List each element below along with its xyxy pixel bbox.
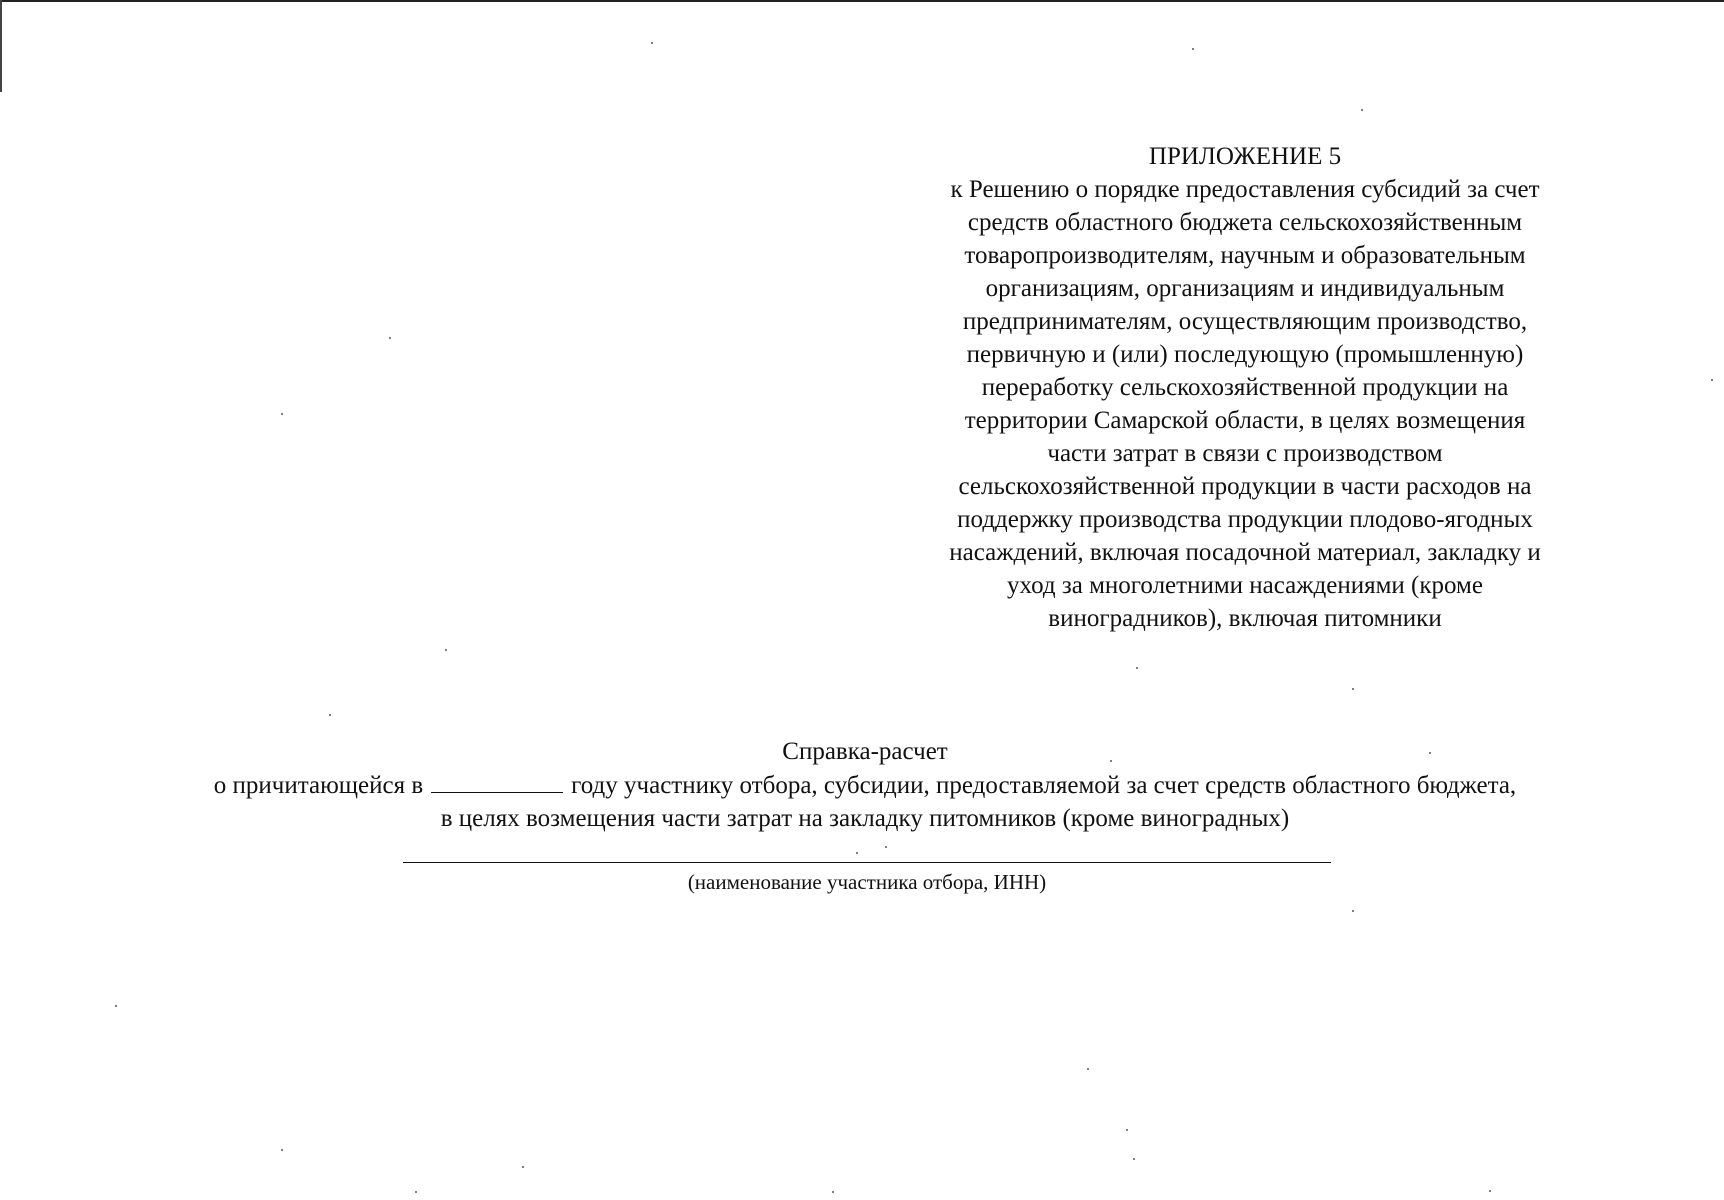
appendix-line: территории Самарской области, в целях возмещения [964,407,1526,434]
scan-speck [445,649,447,651]
certificate-block [110,735,1620,835]
scan-speck [1192,48,1194,50]
scan-top-edge [0,0,1724,2]
scan-speck [389,337,391,339]
scan-speck [1711,379,1713,381]
appendix-line: уход за многолетними насаждениями (кроме [1007,572,1483,599]
scan-speck [415,1191,417,1193]
certificate-purpose-line: в целях возмещения части затрат на закладку питомников (кроме виноградных) [440,805,1290,832]
appendix-title: ПРИЛОЖЕНИЕ 5 [1148,143,1342,170]
appendix-line: средств областного бюджета сельскохозяйственным [967,209,1523,236]
appendix-line: к Решению о порядке предоставления субсидий за счет [950,176,1540,203]
appendix-line: виноградников), включая питомники [1048,605,1442,632]
scan-speck [832,1191,834,1193]
appendix-line: поддержку производства продукции плодово-ягодных [957,506,1533,533]
participant-name-field[interactable] [403,862,1331,863]
appendix-line: первичную и (или) последующую (промышленную) [966,341,1524,368]
appendix-line: насаждений, включая посадочной материал, закладку и [949,539,1541,566]
appendix-body [895,173,1595,635]
scan-speck [281,1149,283,1151]
participant-name-caption: (наименование участника отбора, ИНН) [687,870,1047,894]
certificate-line1-before: о причитающейся в [213,772,424,799]
scan-speck [1352,688,1354,690]
scan-speck [115,1005,117,1007]
scan-speck [1133,1158,1135,1160]
scan-speck [1429,752,1431,754]
scan-speck [1361,109,1363,111]
certificate-line1-after: году участнику отбора, субсидии, предоставляемой за счет средств областного бюджета, [571,772,1517,799]
scan-speck [1136,667,1138,669]
scan-speck [522,1166,524,1168]
scan-speck [651,42,653,44]
scan-speck [885,846,887,848]
appendix-line: предпринимателям, осуществляющим производство, [962,308,1528,335]
scan-speck [1352,910,1354,912]
scan-left-edge [0,0,2,92]
appendix-line: переработку сельскохозяйственной продукции на [981,374,1509,401]
scan-speck [1126,1129,1128,1131]
scan-speck [1087,1068,1089,1070]
certificate-subject-line [110,768,1620,802]
appendix-line: товаропроизводителям, научным и образовательным [964,242,1526,269]
appendix-line: организациям, организациям и индивидуальным [985,275,1505,302]
certificate-title: Справка-расчет [782,738,948,765]
scan-speck [329,714,331,716]
year-blank-field[interactable] [431,768,563,793]
scan-speck [1110,760,1112,762]
appendix-line: сельскохозяйственной продукции в части расходов на [958,473,1532,500]
appendix-line: части затрат в связи с производством [1047,440,1443,467]
appendix-block [895,140,1595,635]
scan-speck [281,413,283,415]
scan-speck [856,852,858,854]
scan-speck [1489,1190,1491,1192]
